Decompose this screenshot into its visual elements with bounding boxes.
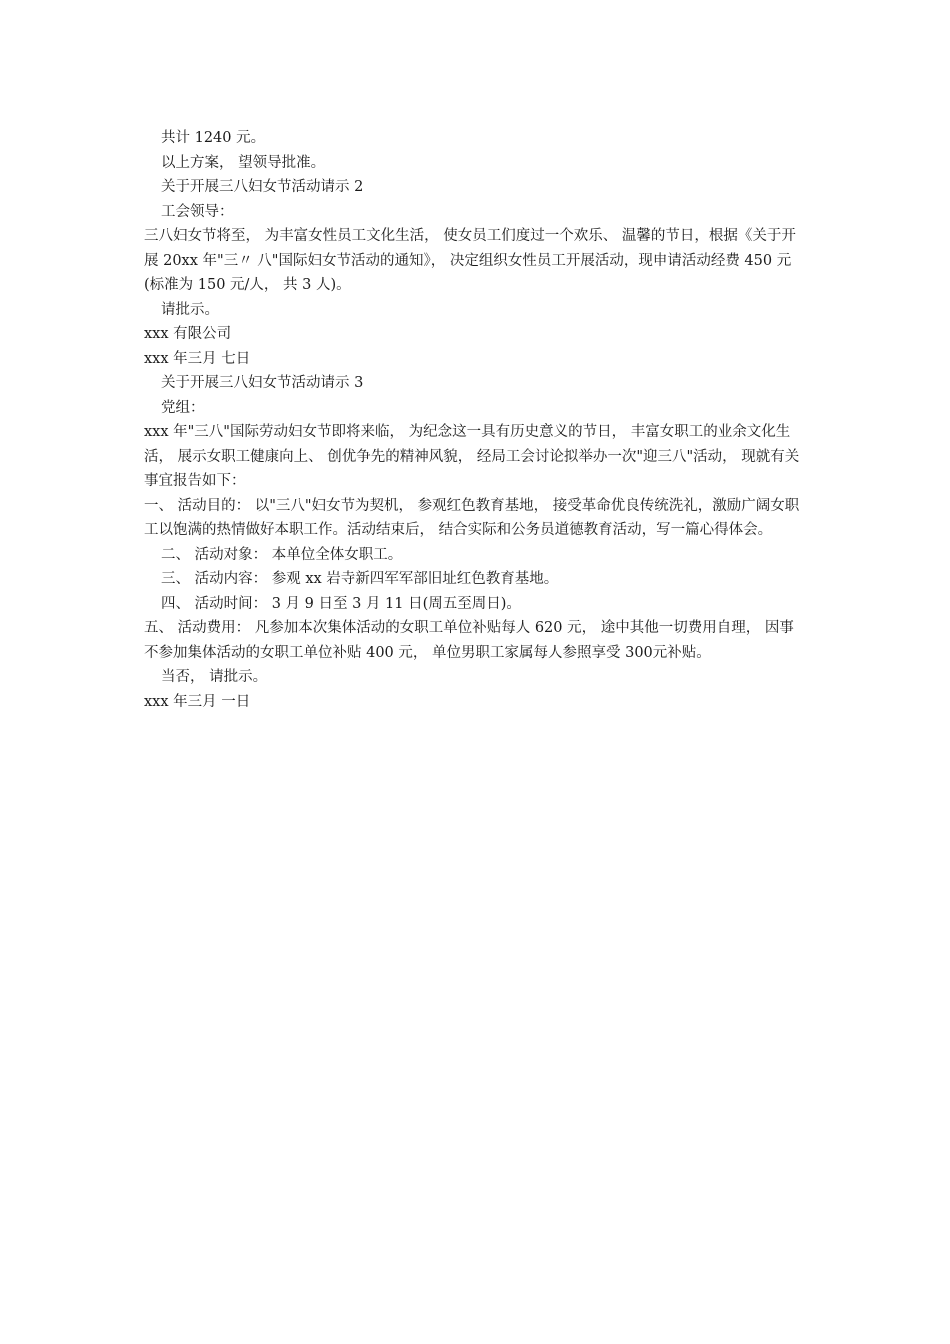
closing-line: 当否， 请批示。 [161,669,268,685]
company-name: xxx 有限公司 [144,326,232,342]
document-body [144,126,808,714]
paragraph-purpose: 一、 活动目的： 以"三八"妇女节为契机， 参观红色教育基地， 接受革命优良传统洗礼，激励广阔女职工以饱满的热情做好本职工作。活动结束后， 结合实际和公务员道德教育活动，写一篇心得体会。 [144,497,800,538]
paragraph-request-2-text: 三八妇女节将至， 为丰富女性员工文化生活， 使女员工们度过一个欢乐、 温馨的节日，根据《关于开展 20xx 年"三〃 八"国际妇女节活动的通知》， 决定组织女性员工开展活动，现申请活动经费 450 元(标准为 150 元/人， 共 3 人)。 [144,228,796,293]
salutation-union: 工会领导： [161,203,234,220]
approval-request-line: 以上方案， 望领导批准。 [161,154,326,171]
date-line-2: xxx 年三月 一日 [144,693,251,710]
item-time: 四、 活动时间： 3 月 9 日至 3 月 11 日(周五至周日)。 [161,595,521,612]
item-content: 三、 活动内容： 参观 xx 岩寺新四军军部旧址红色教育基地。 [161,571,559,587]
section-title-2: 关于开展三八妇女节活动请示 2 [161,179,364,195]
paragraph-costs: 五、 活动费用： 凡参加本次集体活动的女职工单位补贴每人 620 元， 途中其他一切费用自理， 因事不参加集体活动的女职工单位补贴 400 元， 单位男职工家属每人参照享受 300元补贴。 [144,620,794,661]
total-cost-line: 共计 1240 元。 [161,130,266,146]
salutation-party: 党组： [161,399,205,416]
paragraph-intro-3: xxx 年"三八"国际劳动妇女节即将来临， 为纪念这一具有历史意义的节日， 丰富女职工的业余文化生活， 展示女职工健康向上、 创优争先的精神风貌， 经局工会讨论拟举办一次"迎三八"活动， 现就有关事宜报告如下： [144,424,800,489]
please-approve-line: 请批示。 [161,301,219,318]
item-participants: 二、 活动对象： 本单位全体女职工。 [161,546,403,563]
section-title-3: 关于开展三八妇女节活动请示 3 [161,375,364,391]
paragraph-request-2 [144,224,808,298]
date-line-1: xxx 年三月 七日 [144,350,251,367]
